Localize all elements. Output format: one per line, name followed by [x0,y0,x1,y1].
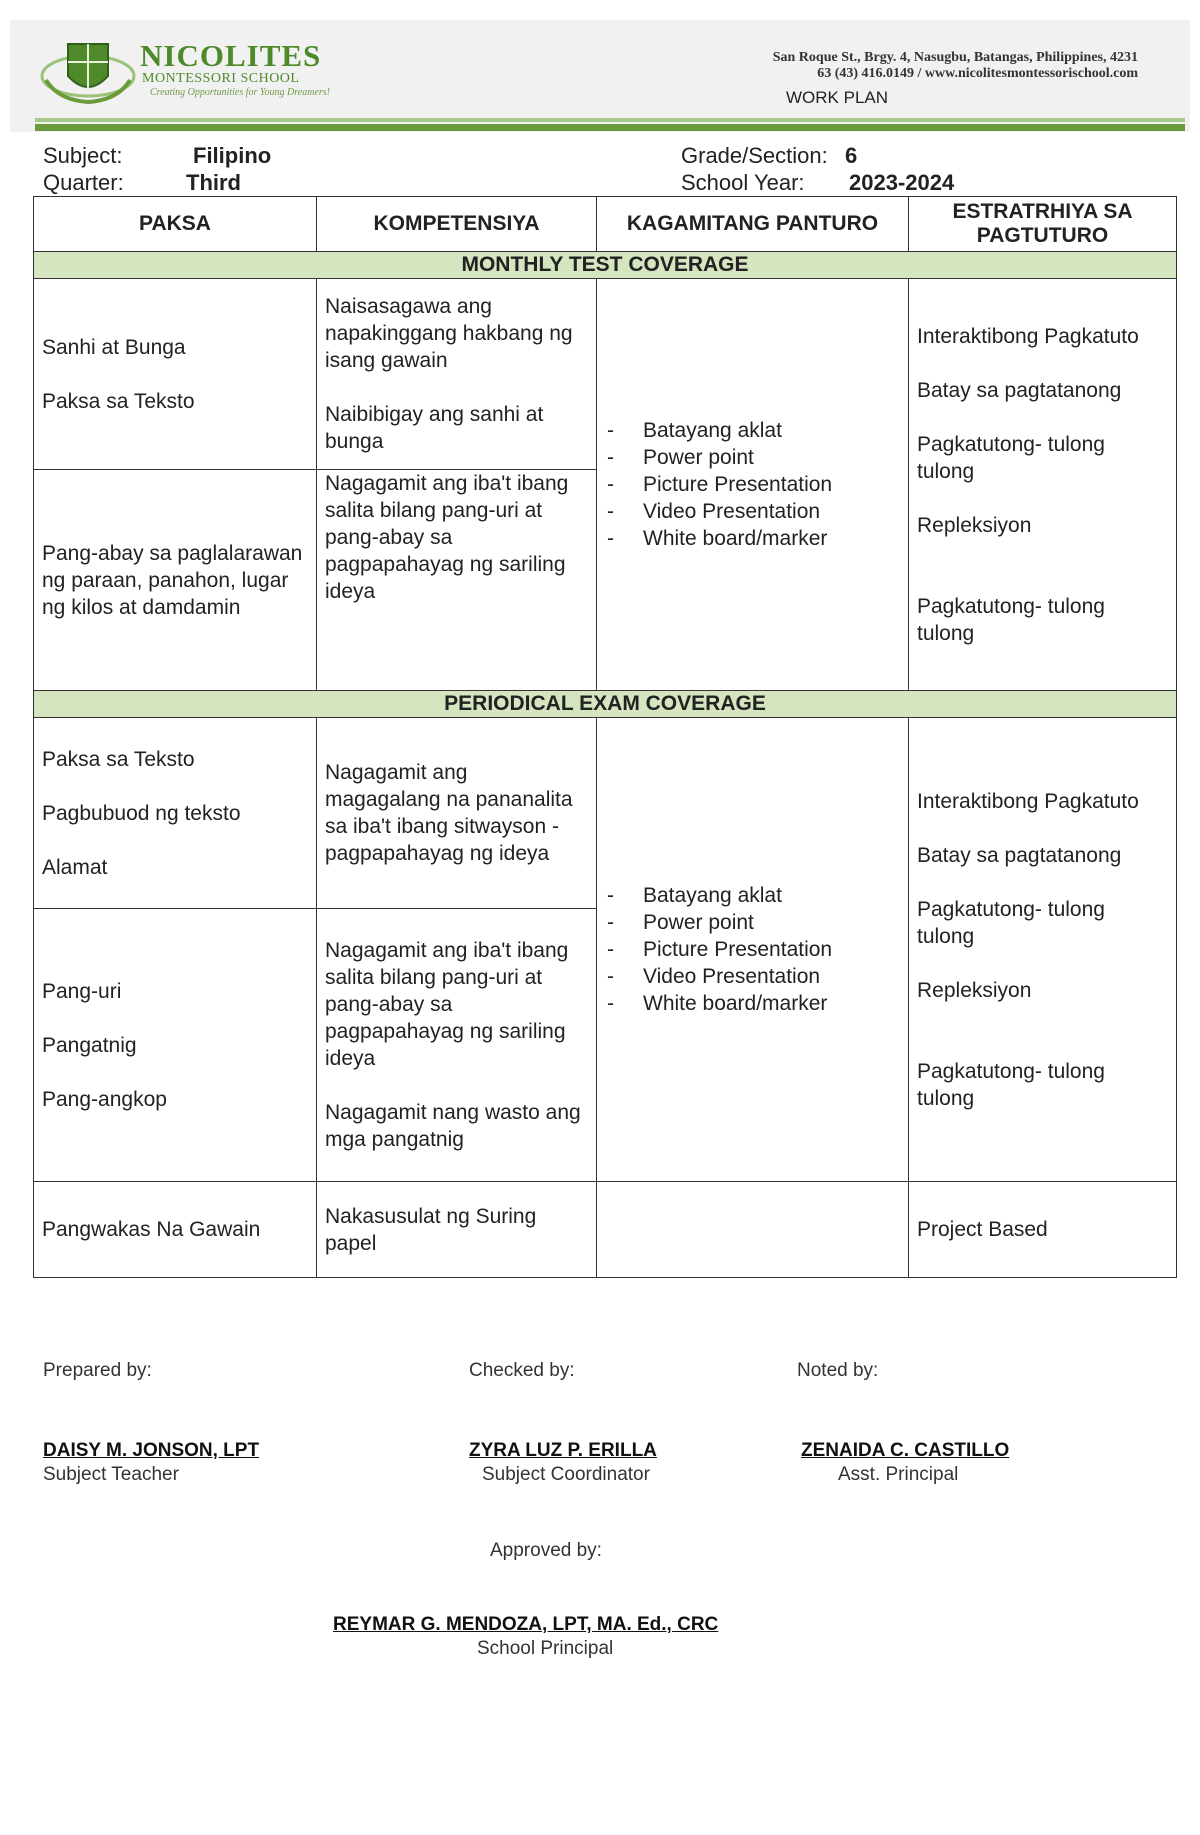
paksa-cell: Pangwakas Na Gawain [34,1182,317,1278]
checked-by-name: ZYRA LUZ P. ERILLA [469,1440,657,1461]
grade-label: Grade/Section: [681,143,828,168]
list-item: - Video Presentation [643,498,900,525]
subject-value [193,143,271,169]
checked-by-role: Subject Coordinator [482,1464,650,1485]
list-item: - Power point [643,444,900,471]
materials-list [605,882,900,1017]
prepared-by-name: DAISY M. JONSON, LPT [43,1440,260,1461]
materials-cell [597,279,909,691]
contact-line: 63 (43) 416.0149 / www.nicolitesmontessorischool.com [817,66,1138,81]
school-year-value-text: 2023-2024 [849,170,955,195]
paksa-cell: Sanhi at Bunga Paksa sa Teksto [34,279,317,470]
materials-cell [597,1182,909,1278]
table-header-row [34,197,1177,252]
header-kompetensiya: KOMPETENSIYA [317,197,597,252]
noted-by-name: ZENAIDA C. CASTILLO [801,1440,1010,1461]
subject-value-text: Filipino [193,143,272,168]
school-address [773,50,1138,82]
letterhead [10,20,1190,132]
paksa-cell: Pang-uri Pangatnig Pang-angkop [34,909,317,1182]
header-divider-dark [35,124,1185,131]
school-name: NICOLITES [140,38,322,73]
prepared-by-role: Subject Teacher [43,1464,179,1485]
header-estratehiya: ESTRATRHIYA SA PAGTUTURO [909,197,1177,252]
strategy-cell: Interaktibong Pagkatuto Batay sa pagtatanong Pagkatutong- tulong tulong Repleksiyon Pagkatutong- tulong tulong [909,279,1177,691]
list-item: - Batayang aklat [643,417,900,444]
periodical-band-row [34,691,1177,718]
kompetensiya-cell: Nakasusulat ng Suring papel [317,1182,597,1278]
approved-by-role: School Principal [477,1638,614,1659]
document-title: WORK PLAN [786,88,889,107]
list-item: - Power point [643,909,900,936]
monthly-band-row [34,252,1177,279]
grade-value-text: 6 [845,143,858,168]
noted-by-role: Asst. Principal [838,1464,959,1485]
quarter-value [186,170,241,196]
address-line: San Roque St., Brgy. 4, Nasugbu, Batangas, Philippines, 4231 [772,50,1138,65]
kompetensiya-cell: Nagagamit ang iba't ibang salita bilang pang-uri at pang-abay sa pagpapahayag ng sariling ideya Nagagamit nang wasto ang mga pangatnig [317,909,597,1182]
school-year-value [849,170,954,196]
header-paksa: PAKSA [34,197,317,252]
noted-by-label: Noted by: [797,1360,879,1381]
paksa-cell: Pang-abay sa paglalarawan ng paraan, panahon, lugar ng kilos at damdamin [34,470,317,691]
school-logo-icon [38,36,138,110]
strategy-cell: Interaktibong Pagkatuto Batay sa pagtatanong Pagkatutong- tulong tulong Repleksiyon Pagkatutong- tulong tulong [909,718,1177,1182]
list-item: - Picture Presentation [643,936,900,963]
materials-cell [597,718,909,1182]
header-divider-light [35,118,1185,122]
school-year-label: School Year: [681,170,805,195]
school-tagline: Creating Opportunities for Young Dreamers! [150,87,331,98]
subject-label: Subject: [43,143,123,168]
prepared-by-label: Prepared by: [43,1360,152,1381]
header-kagamitang-panturo: KAGAMITANG PANTURO [597,197,909,252]
approved-by-name: REYMAR G. MENDOZA, LPT, MA. Ed., CRC [333,1614,719,1635]
list-item: - Batayang aklat [643,882,900,909]
grade-value [845,143,857,169]
school-subtitle: MONTESSORI SCHOOL [142,71,300,86]
kompetensiya-cell: Nagagamit ang iba't ibang salita bilang pang-uri at pang-abay sa pagpapahayag ng sariling ideya [317,470,597,691]
table-row [34,279,1177,470]
list-item: - Video Presentation [643,963,900,990]
list-item: - Picture Presentation [643,471,900,498]
kompetensiya-cell: Naisasagawa ang napakinggang hakbang ng isang gawain Naibibigay ang sanhi at bunga [317,279,597,470]
table-row [34,718,1177,909]
quarter-label: Quarter: [43,170,124,195]
materials-list [605,417,900,552]
approved-by-label: Approved by: [490,1540,602,1561]
list-item: - White board/marker [643,525,900,552]
quarter-value-text: Third [186,170,241,195]
monthly-coverage-band: MONTHLY TEST COVERAGE [34,252,1177,279]
periodical-coverage-band: PERIODICAL EXAM COVERAGE [34,691,1177,718]
kompetensiya-cell: Nagagamit ang magagalang na pananalita sa iba't ibang sitwayson -pagpapahayag ng ideya [317,718,597,909]
paksa-cell: Paksa sa Teksto Pagbubuod ng teksto Alamat [34,718,317,909]
checked-by-label: Checked by: [469,1360,575,1381]
table-row [34,1182,1177,1278]
work-plan-table [33,196,1177,1278]
list-item: - White board/marker [643,990,900,1017]
strategy-cell: Project Based [909,1182,1177,1278]
